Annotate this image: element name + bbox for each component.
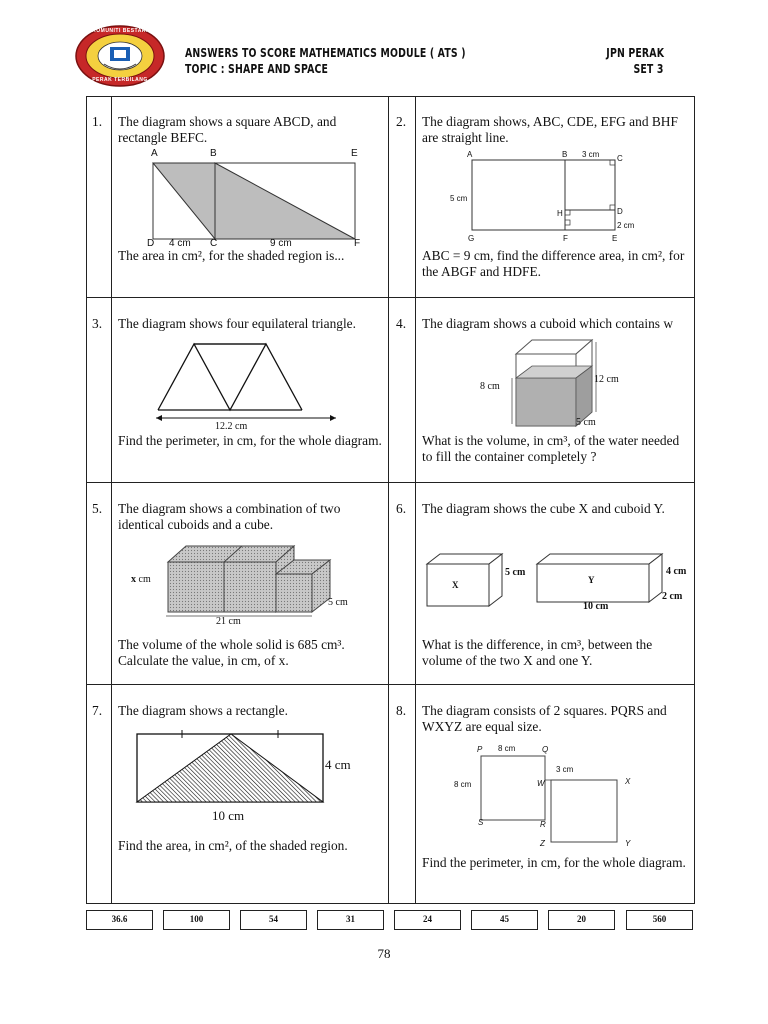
question-number: 5. bbox=[92, 501, 103, 516]
question-prompt: The area in cm², for the shaded region is... bbox=[118, 248, 345, 263]
q7-diagram bbox=[134, 726, 330, 806]
question-text: The diagram consists of 2 squares. PQRS and WXYZ are equal size. bbox=[422, 703, 667, 734]
question-text: The diagram shows a cuboid which contains w bbox=[422, 316, 674, 331]
col-divider bbox=[388, 96, 389, 904]
question-prompt: Find the perimeter, in cm, for the whole diagram. bbox=[422, 855, 686, 870]
answer-box: 45 bbox=[471, 910, 538, 930]
answer-box: 24 bbox=[394, 910, 461, 930]
row-divider bbox=[86, 297, 695, 298]
answer-box: 20 bbox=[548, 910, 615, 930]
answer-box: 31 bbox=[317, 910, 384, 930]
header-title: ANSWERS TO SCORE MATHEMATICS MODULE ( ATS ) bbox=[185, 46, 466, 60]
question-prompt: What is the difference, in cm³, between the volume of the two X and one Y. bbox=[422, 637, 653, 668]
question-prompt: The volume of the whole solid is 685 cm³. Calculate the value, in cm, of x. bbox=[118, 637, 345, 668]
question-prompt: What is the volume, in cm³, of the water needed to fill the container completely ? bbox=[422, 433, 680, 464]
q6-diagram bbox=[424, 550, 674, 610]
question-number: 6. bbox=[396, 501, 407, 516]
header-org: JPN PERAK bbox=[606, 46, 664, 60]
q4-diagram bbox=[508, 334, 598, 430]
question-text: The diagram shows a rectangle. bbox=[118, 703, 288, 718]
q5-x-label: x cm bbox=[131, 574, 151, 585]
answer-box: 36.6 bbox=[86, 910, 153, 930]
q2-diagram bbox=[460, 150, 630, 240]
question-prompt: Find the area, in cm², of the shaded region. bbox=[118, 838, 348, 853]
question-text: The diagram shows a combination of two identical cuboids and a cube. bbox=[118, 501, 341, 532]
question-text: The diagram shows a square ABCD, and rectangle BEFC. bbox=[118, 114, 337, 145]
answer-box: 560 bbox=[626, 910, 693, 930]
answer-box: 54 bbox=[240, 910, 307, 930]
header-topic: TOPIC : SHAPE AND SPACE bbox=[185, 62, 329, 76]
question-prompt: Find the perimeter, in cm, for the whole diagram. bbox=[118, 433, 382, 448]
answer-box: 100 bbox=[163, 910, 230, 930]
page-number: 78 bbox=[377, 946, 391, 961]
header-set: SET 3 bbox=[633, 62, 664, 76]
q3-diagram bbox=[150, 338, 340, 426]
logo-text: KOMUNITI BESTARI PERAK TERBILANG bbox=[92, 28, 148, 83]
q5-diagram bbox=[160, 540, 340, 618]
question-number: 7. bbox=[92, 703, 103, 718]
question-text: The diagram shows four equilateral triangle. bbox=[118, 316, 356, 331]
question-text: The diagram shows the cube X and cuboid Y. bbox=[422, 501, 665, 516]
question-number: 2. bbox=[396, 114, 407, 129]
col-divider bbox=[111, 96, 112, 904]
question-text: The diagram shows, ABC, CDE, EFG and BHF are straight line. bbox=[422, 114, 678, 145]
question-number: 3. bbox=[92, 316, 103, 331]
question-number: 8. bbox=[396, 703, 407, 718]
row-divider bbox=[86, 482, 695, 483]
question-number: 1. bbox=[92, 114, 103, 129]
question-number: 4. bbox=[396, 316, 407, 331]
row-divider bbox=[86, 684, 695, 685]
question-prompt: ABC = 9 cm, find the difference area, in cm², for the ABGF and HDFE. bbox=[422, 248, 685, 279]
col-divider bbox=[415, 96, 416, 904]
q8-diagram bbox=[478, 752, 628, 844]
